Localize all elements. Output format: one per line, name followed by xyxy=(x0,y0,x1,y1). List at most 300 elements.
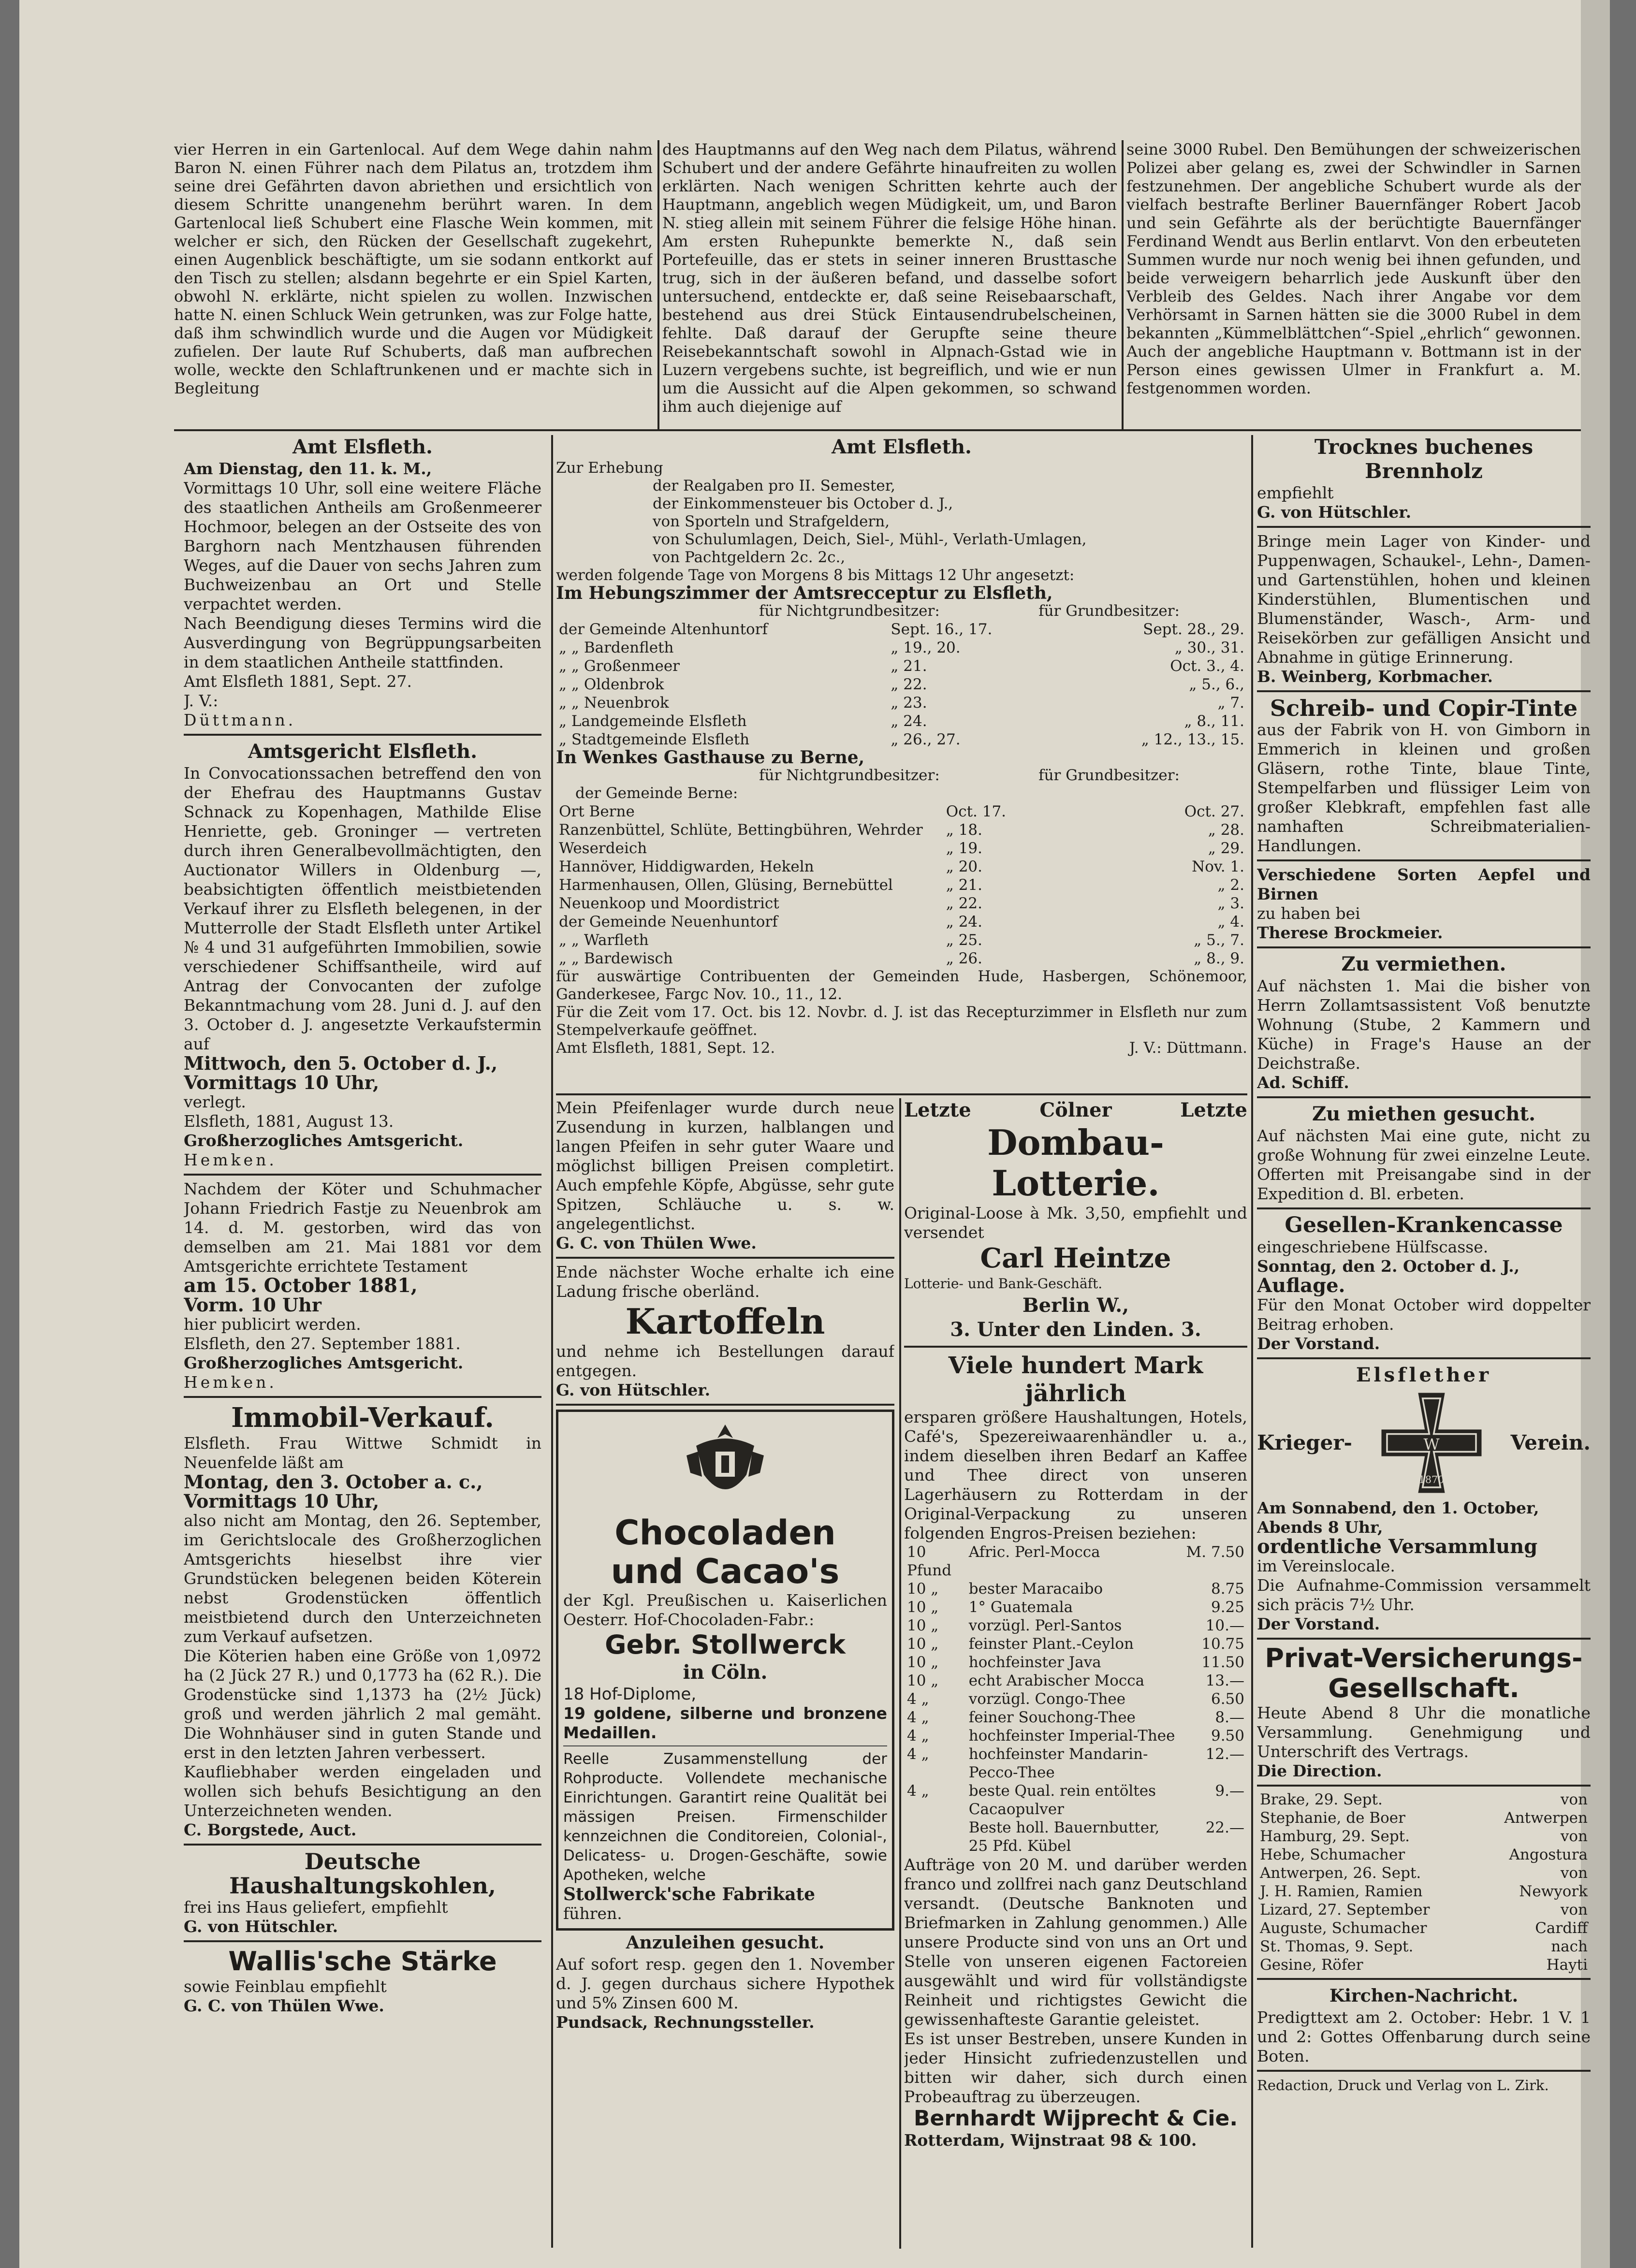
price-row-cell: feiner Souchong-Thee xyxy=(968,1709,1136,1726)
krankencasse-sub: eingeschriebene Hülfscasse. xyxy=(1257,1237,1489,1256)
price-row xyxy=(904,1672,1247,1690)
staerke-text: sowie Feinblau empfiehlt xyxy=(184,1977,387,1996)
price-row-cell: 4 „ xyxy=(907,1745,929,1763)
price-row-cell: bester Maracaibo xyxy=(968,1580,1103,1598)
amt-hebung-sig-left: Amt Elsfleth, 1881, Sept. 12. xyxy=(556,1039,775,1057)
shipping-row xyxy=(1257,1882,1591,1901)
table-row-cell: „ Landgemeinde Elsfleth xyxy=(559,712,747,730)
shipping-row-cell: nach xyxy=(1551,1938,1588,1955)
amt-hebung-items xyxy=(556,477,1247,567)
lotterie-city: Berlin W., xyxy=(1022,1294,1129,1317)
table-row-cell: „ 18. xyxy=(946,821,983,839)
table-row xyxy=(556,949,1247,968)
price-row-cell: vorzügl. Perl-Santos xyxy=(968,1617,1122,1634)
amtsgericht-text-2: verlegt. xyxy=(184,1092,246,1111)
testament-sig-name: Hemken. xyxy=(184,1373,277,1392)
amt-text-2: Nach Beendigung dieses Termins wird die Ausverdingung von Begrüppungsarbeiten in dem staatlichen Antheile stattfinden. xyxy=(184,614,541,671)
price-row xyxy=(904,1580,1247,1598)
shipping-row-cell: Angostura xyxy=(1509,1846,1588,1863)
iron-cross-icon xyxy=(1376,1387,1487,1498)
price-row-cell: 8.75 xyxy=(1211,1580,1244,1598)
table-row xyxy=(556,620,1247,639)
shipping-row xyxy=(1257,1864,1591,1882)
price-row-cell: echt Arabischer Mocca xyxy=(968,1672,1145,1689)
table-row xyxy=(556,931,1247,949)
price-row xyxy=(904,1745,1247,1782)
price-table xyxy=(904,1543,1247,1855)
stollwerck-text-1: der Kgl. Preußischen u. Kaiserlichen Oesterr. Hof-Chocoladen-Fabr.: xyxy=(563,1591,887,1629)
story-rule xyxy=(174,429,1581,431)
stollwerck-end: führen. xyxy=(563,1904,622,1923)
story-text-3: seine 3000 Rubel. Den Bemühungen der schweizerischen Polizei aber gelang es, zwei der Schwindler in Sarnen festzunehmen. Der angebliche Schubert wurde als der vielfach bestrafte Berliner Bauernfänger Robert Jacob und sein Gefährte als der berüchtigte Bauernfänger Ferdinand Wendt aus Berlin entlarvt. Von den erbeuteten Summen wurde nur noch wenig bei ihnen gefunden, und beide verweigern beharrlich jede Auskunft über den Verbleib des Geldes. Nach ihrer Angabe vor dem Verhörsamt in Sarnen hätten sie die 3000 Rubel in dem bekannten „Kümmelblättchen“-Spiel „ehrlich“ gewonnen. Auch der angebliche Hauptmann v. Bottmann ist in der Person eines gewissen Ulmer in Frankfurt a. M. festgenommen worden. xyxy=(1126,140,1581,397)
amt-hebung-intro: Zur Erhebung xyxy=(556,459,663,477)
shipping-row-cell: Brake, 29. Sept. xyxy=(1260,1791,1383,1808)
divider xyxy=(1257,1638,1591,1640)
amt-hebung-item: der Realgaben pro II. Semester, xyxy=(653,477,895,494)
aepfel-signature: Therese Brockmeier. xyxy=(1257,923,1443,942)
amt-signature-role: J. V.: xyxy=(184,691,219,710)
table-row-cell: „ 12., 13., 15. xyxy=(1141,731,1244,748)
kirche-heading: Kirchen-Nachricht. xyxy=(1329,1986,1519,2006)
lotterie-right: Letzte xyxy=(1180,1099,1247,1121)
price-row-cell: 9.50 xyxy=(1211,1727,1244,1745)
stollwerck-text-2: Reelle Zusammenstellung der Rohproducte. Vollendete mechanische Einrichtungen. Garantirt reine Qualität bei mässigen Preisen. Firmenschilder kennzeichnen die Conditoreien, Colonial-, Delicatess- u. Drogen-Geschäfte, sowie Apotheken, welche xyxy=(563,1750,887,1884)
tinte-text: aus der Fabrik von H. von Gimborn in Emmerich in kleinen und großen Gläsern, rothe Tinte, blaue Tinte, Stempelfarben und flüssiger Leim von großer Klebkraft, empfehlen fast alle namhaften Schreibmaterialien-Handlungen. xyxy=(1257,720,1591,855)
divider xyxy=(184,1940,541,1942)
shipping-row-cell: Gesine, Röfer xyxy=(1260,1956,1363,1974)
versicherung-text: Heute Abend 8 Uhr die monatliche Versammlung. Genehmigung und Unterschrift des Vertrags. xyxy=(1257,1703,1591,1761)
vermiethen-text: Auf nächsten 1. Mai die bisher von Herrn Zollamtsassistent Voß benutzte Wohnung (Stube, 2 Kammern und Küche) in Frage's Hause an der Deichstraße. xyxy=(1257,976,1591,1073)
krieger-time: Abends 8 Uhr, xyxy=(1257,1518,1383,1537)
ads-column-1 xyxy=(184,435,541,2257)
holz-text: empfiehlt xyxy=(1257,483,1334,502)
aepfel-heading: Verschiedene Sorten Aepfel und Birnen xyxy=(1257,865,1591,903)
holz-heading: Trocknes buchenes Brennholz xyxy=(1314,435,1534,483)
price-row-cell: 4 „ xyxy=(907,1709,929,1726)
table-row xyxy=(556,657,1247,675)
amtsgericht-date: Mittwoch, den 5. October d. J., xyxy=(184,1052,498,1074)
table-row-cell: „ 21. xyxy=(891,657,927,675)
amt-hebung-when: werden folgende Tage von Morgens 8 bis Mittags 12 Uhr angesetzt: xyxy=(556,567,1075,584)
vermiethen-signature: Ad. Schiff. xyxy=(1257,1073,1349,1092)
price-row-cell: 10 Pfund xyxy=(907,1543,952,1579)
table-row xyxy=(556,694,1247,712)
stollwerck-firm: Gebr. Stollwerck xyxy=(605,1629,846,1660)
column-rule xyxy=(551,435,553,2248)
table-row-cell: Ort Berne xyxy=(559,803,635,820)
divider xyxy=(1257,1207,1591,1209)
testament-sig-court: Großherzogliches Amtsgericht. xyxy=(184,1353,464,1372)
price-row-cell: 4 „ xyxy=(907,1727,929,1745)
table-row-cell: „ 23. xyxy=(891,694,927,712)
table-row-cell: „ 8., 9. xyxy=(1194,950,1244,967)
iron-cross-year: 1870 xyxy=(1418,1473,1445,1485)
price-row-cell: Afric. Perl-Mocca xyxy=(968,1543,1100,1561)
lotterie-firm: Carl Heintze xyxy=(980,1242,1171,1274)
table-row-cell: Harmenhausen, Ollen, Glüsing, Bernebüttel xyxy=(559,876,893,894)
divider xyxy=(1257,1096,1591,1098)
amt-signature-date: Amt Elsfleth 1881, Sept. 27. xyxy=(184,672,412,691)
lotterie-firm-2: Lotterie- und Bank-Geschäft. xyxy=(904,1276,1103,1292)
krieger-signature: Der Vorstand. xyxy=(1257,1614,1380,1633)
table-row-cell: der Gemeinde Altenhuntorf xyxy=(559,621,768,638)
divider xyxy=(184,734,541,736)
shipping-row-cell: Lizard, 27. September xyxy=(1260,1901,1430,1919)
price-row-cell: 1° Guatemala xyxy=(968,1599,1073,1616)
table-row xyxy=(556,675,1247,694)
price-row xyxy=(904,1598,1247,1616)
price-row-cell: Beste holl. Bauernbutter, 25 Pfd. Kübel xyxy=(968,1819,1160,1855)
amt-hebung-heading: Amt Elsfleth. xyxy=(832,436,972,458)
price-row-cell: 9.25 xyxy=(1211,1599,1244,1616)
krieger-location: im Vereinslocale. xyxy=(1257,1556,1395,1575)
divider xyxy=(1257,526,1591,528)
stollwerck-heading-1: Chocoladen xyxy=(614,1513,836,1553)
krankencasse-auflage: Auflage. xyxy=(1257,1274,1345,1297)
immobil-heading: Immobil-Verkauf. xyxy=(231,1402,494,1434)
iron-cross-letter: W xyxy=(1423,1435,1440,1454)
shipping-row-cell: Cardiff xyxy=(1535,1919,1588,1937)
price-row-cell xyxy=(904,1818,966,1855)
amt-hebung-notice xyxy=(556,435,1247,1092)
table-row xyxy=(556,821,1247,839)
shipping-row xyxy=(1257,1846,1591,1864)
notice-rule xyxy=(556,1093,1247,1095)
table-row-cell: „ 22. xyxy=(946,895,983,912)
table-row-cell: „ 24. xyxy=(891,712,927,730)
divider xyxy=(1257,1785,1591,1787)
amt-hebung-item: der Einkommensteuer bis October d. J., xyxy=(653,495,953,512)
price-row-cell: 8.— xyxy=(1215,1709,1244,1726)
table-row-cell: „ 30., 31. xyxy=(1174,639,1244,656)
krieger-right: Verein. xyxy=(1510,1431,1591,1454)
price-row xyxy=(904,1616,1247,1635)
kartoffeln-text-1: Ende nächster Woche erhalte ich eine Ladung frische oberländ. xyxy=(556,1263,894,1301)
table-row-cell: Neuenkoop und Moordistrict xyxy=(559,895,779,912)
amt-hebung-table-1 xyxy=(556,620,1247,749)
krankencasse-heading: Gesellen-Krankencasse xyxy=(1285,1213,1563,1237)
table-row-cell: „ 26., 27. xyxy=(891,731,961,748)
price-row xyxy=(904,1653,1247,1672)
table-row-cell: Ranzenbüttel, Schlüte, Bettingbühren, Wehrder xyxy=(559,821,923,839)
divider xyxy=(556,1404,894,1406)
story-text-2: des Hauptmanns auf den Weg nach dem Pilatus, während Schubert und der andere Gefährte hinaufreiten zu wollen erklärten. Nach wenigen Schritten kehrte auch der Hauptmann, angeblich wegen Müdigkeit, um, und Baron N. stieg allein mit seinem Führer die felsige Höhe hinan. Am ersten Ruhepunkte bemerkte N., daß sein Portefeuille, das er stets in seiner inneren Brusttasche trug, sich in der äußeren befand, und dasselbe sofort untersuchend, entdeckte er, daß seine Reisebaarschaft, bestehend aus drei Stück Eintausendrubelscheinen, fehlte. Daß darauf der Gerupfte seine theure Reisebekanntschaft sowohl in Alpnach-Gstad wie in Luzern vergebens suchte, ist begreiflich, und wie er nun um die Aussicht auf die Alpen gekommen, so schwand ihm auch diejenige auf xyxy=(662,140,1117,416)
shipping-row-cell: Auguste, Schumacher xyxy=(1260,1919,1427,1937)
kohlen-signature: G. von Hütschler. xyxy=(184,1917,338,1936)
kaffee-text-3: Es ist unser Bestreben, unsere Kunden in jeder Hinsicht zufriedenzustellen und bitten wir daher, sich durch einen Probeauftrag zu überzeugen. xyxy=(904,2029,1247,2106)
price-row-cell: 12.— xyxy=(1205,1745,1244,1763)
table-row-cell: „ 19., 20. xyxy=(891,639,961,656)
divider xyxy=(1257,1357,1591,1359)
table-row xyxy=(556,802,1247,821)
krieger-date: Am Sonnabend, den 1. October, xyxy=(1257,1498,1539,1517)
stollwerck-heading-2: und Cacao's xyxy=(611,1552,840,1591)
krankencasse-text: Für den Monat October wird doppelter Beitrag erhoben. xyxy=(1257,1295,1591,1334)
divider xyxy=(556,1257,894,1259)
anleihe-heading: Anzuleihen gesucht. xyxy=(626,1933,825,1953)
story-text-1: vier Herren in ein Gartenlocal. Auf dem Wege dahin nahm Baron N. einen Führer nach dem Pilatus an, trotzdem ihm seine drei Gefährten davon abriethen und ersichtlich von diesem Schritte unangenehm berührt waren. In dem Gartenlocal ließ Schubert eine Flasche Wein kommen, mit welcher er sich, den Rücken der Gesellschaft zugekehrt, einen Augenblick beschäftigte, um sie sodann entkorkt auf den Tisch zu stellen; alsdann begehrte er ein Spiel Karten, obwohl N. erklärte, nicht spielen zu wollen. Inzwischen hatte N. einen Schluck Wein getrunken, was zur Folge hatte, daß ihm schwindlich wurde und die Augen vor Müdigkeit zufielen. Der laute Ruf Schuberts, daß man aufbrechen wolle, weckte den Schlaftrunkenen und er machte sich in Begleitung xyxy=(174,140,653,397)
miethen-heading: Zu miethen gesucht. xyxy=(1312,1103,1536,1125)
lotterie-mid: Cölner xyxy=(1039,1099,1112,1121)
kaffee-text-2: Aufträge von 20 M. und darüber werden franco und zollfrei nach ganz Deutschland versandt. (Deutsche Banknoten und Briefmarken in Zahlung genommen.) Alle unsere Producte sind von uns an Ort und Stelle von unseren eigenen Factoreien ausgewählt und wird für vollständigste Reinheit und richtigstes Gewicht die gewissenhafteste Garantie geleistet. xyxy=(904,1855,1247,2029)
shipping-table xyxy=(1257,1790,1591,1974)
shipping-row-cell: von xyxy=(1560,1864,1588,1882)
table-row-cell: „ 4. xyxy=(1217,913,1244,930)
price-row-cell: 6.50 xyxy=(1211,1690,1244,1708)
shipping-row-cell: Antwerpen, 26. Sept. xyxy=(1260,1864,1421,1882)
header-owners-2: für Grundbesitzer: xyxy=(1038,767,1180,784)
vermiethen-heading: Zu vermiethen. xyxy=(1341,953,1506,975)
story-column-1 xyxy=(174,140,653,421)
stollwerck-diplomas: 18 Hof-Diplome, xyxy=(563,1685,697,1704)
ads-column-2 xyxy=(556,1098,894,2253)
kirche-text: Predigttext am 2. October: Hebr. 1 V. 1 und 2: Gottes Offenbarung durch seine Boten. xyxy=(1257,2008,1591,2065)
table-row-cell: „ 5., 6., xyxy=(1189,676,1244,693)
table-row-cell: „ 26. xyxy=(946,950,983,967)
price-row-cell: beste Qual. rein entöltes Cacaopulver xyxy=(968,1782,1156,1818)
shipping-row-cell: St. Thomas, 9. Sept. xyxy=(1260,1938,1414,1955)
stollwerck-medals: 19 goldene, silberne und bronzene Medaillen. xyxy=(563,1704,887,1742)
anleihe-signature: Pundsack, Rechnungssteller. xyxy=(556,2013,815,2032)
amt-hebung-item: von Sporteln und Strafgeldern, xyxy=(653,513,890,530)
price-row-cell: 10 „ xyxy=(907,1654,939,1671)
immobil-time: Vormittags 10 Uhr, xyxy=(184,1490,380,1512)
table-row-cell: „ 21. xyxy=(946,876,983,894)
table-row-cell: Oct. 27. xyxy=(1184,803,1244,820)
table-row xyxy=(556,639,1247,657)
divider xyxy=(184,1396,541,1398)
price-row xyxy=(904,1818,1247,1855)
price-row-cell: 13.— xyxy=(1205,1672,1244,1689)
table-row-cell: „ 2. xyxy=(1217,876,1244,894)
amt-hebung-berne-title: der Gemeinde Berne: xyxy=(575,785,738,802)
krieger-top: Elsflether xyxy=(1356,1364,1492,1386)
anleihe-text: Auf sofort resp. gegen den 1. November d. J. gegen durchaus sichere Hypothek und 5% Zinsen 600 M. xyxy=(556,1955,894,2012)
table-row-cell: „ 7. xyxy=(1217,694,1244,712)
table-row-cell: „ 28. xyxy=(1208,821,1244,839)
divider xyxy=(1257,1978,1591,1980)
column-rule xyxy=(899,1098,901,2249)
table-row-cell: „ „ Oldenbrok xyxy=(559,676,664,693)
table-row xyxy=(556,876,1247,894)
amtsgericht-sig-date: Elsfleth, 1881, August 13. xyxy=(184,1112,394,1131)
krieger-versammlung: ordentliche Versammlung xyxy=(1257,1535,1538,1558)
amt-date: Am Dienstag, den 11. k. M., xyxy=(184,459,432,478)
amt-text: Vormittags 10 Uhr, soll eine weitere Fläche des staatlichen Antheils am Großenmeerer Hochmoor, belegen an der Ostseite des von Barghorn nach Mentzhausen führenden Weges, auf die Dauer von sechs Jahren zum Buchweizenbau an Ort und Stelle verpachtet werden. xyxy=(184,479,541,613)
header-owners: für Grundbesitzer: xyxy=(1038,602,1180,620)
divider xyxy=(563,1745,887,1746)
versicherung-signature: Die Direction. xyxy=(1257,1761,1382,1780)
newspaper-page xyxy=(19,0,1610,2268)
table-row-cell: „ 8., 11. xyxy=(1184,712,1244,730)
stollwerck-fabrikate: Stollwerck'sche Fabrikate xyxy=(563,1884,816,1905)
price-row-cell: vorzügl. Congo-Thee xyxy=(968,1690,1126,1708)
table-row-cell: der Gemeinde Neuenhuntorf xyxy=(559,913,778,930)
immobil-text-4: Kaufliebhaber werden eingeladen und wollen sich behufs Besichtigung an den Unterzeichneten wenden. xyxy=(184,1762,541,1820)
miethen-text: Auf nächsten Mai eine gute, nicht zu große Wohnung für zwei einzelne Leute. Offerten mit Preisangabe sind in der Expedition d. Bl. erbeten. xyxy=(1257,1126,1591,1203)
amtsgericht-heading: Amtsgericht Elsfleth. xyxy=(248,740,478,763)
immobil-text-1: Elsfleth. Frau Wittwe Schmidt in Neuenfelde läßt am xyxy=(184,1434,541,1472)
lotterie-text: Original-Loose à Mk. 3,50, empfiehlt und versendet xyxy=(904,1204,1247,1242)
immobil-signature: C. Borgstede, Auct. xyxy=(184,1820,357,1839)
column-rule xyxy=(1251,435,1253,2248)
table-row-cell: „ „ Großenmeer xyxy=(559,657,680,675)
column-rule xyxy=(1122,140,1124,430)
testament-date: am 15. October 1881, xyxy=(184,1274,418,1297)
price-row-cell: 22.— xyxy=(1205,1819,1244,1836)
kartoffeln-signature: G. von Hütschler. xyxy=(556,1381,711,1399)
table-row-cell: „ 19. xyxy=(946,840,983,857)
shipping-row-cell: von xyxy=(1560,1828,1588,1845)
table-row xyxy=(556,894,1247,913)
shipping-row-cell: Hebe, Schumacher xyxy=(1260,1846,1405,1863)
pfeifen-text: Mein Pfeifenlager wurde durch neue Zusendung in kurzen, halblangen und langen Pfeifen in sehr guter Waare und möglichst billigen Preisen completirt. Auch empfehle Köpfe, Abgüsse, sehr gute Spitzen, Schläuche u. s. w. angelegentlichst. xyxy=(556,1098,894,1233)
shipping-row-cell: Hamburg, 29. Sept. xyxy=(1260,1828,1410,1845)
table-row-cell: „ „ Warfleth xyxy=(559,931,649,949)
price-row-cell: 10.75 xyxy=(1201,1635,1244,1653)
price-row xyxy=(904,1635,1247,1653)
price-row-cell: 10 „ xyxy=(907,1599,939,1616)
kohlen-heading: Deutsche Haushaltungskohlen, xyxy=(229,1848,496,1899)
amt-signature-name: Düttmann. xyxy=(184,711,296,729)
table-row-cell: „ 20. xyxy=(946,858,983,875)
shipping-row xyxy=(1257,1901,1591,1919)
price-row xyxy=(904,1543,1247,1580)
impressum: Redaction, Druck und Verlag von L. Zirk. xyxy=(1257,2077,1549,2094)
krieger-emblem-row xyxy=(1257,1387,1591,1498)
price-row-cell: hochfeinster Java xyxy=(968,1654,1101,1671)
price-row-cell: 10 „ xyxy=(907,1580,939,1598)
story-column-3 xyxy=(1126,140,1581,421)
table-row xyxy=(556,712,1247,730)
price-row-cell: 4 „ xyxy=(907,1690,929,1708)
pfeifen-signature: G. C. von Thülen Wwe. xyxy=(556,1234,757,1252)
shipping-row-cell: von xyxy=(1560,1901,1588,1919)
kohlen-text: frei ins Haus geliefert, empfiehlt xyxy=(184,1898,448,1917)
table-row xyxy=(556,730,1247,749)
header-non-owners-2: für Nichtgrundbesitzer: xyxy=(759,767,940,784)
table-row-cell: Weserdeich xyxy=(559,840,647,857)
amtsgericht-time: Vormittags 10 Uhr, xyxy=(184,1072,380,1093)
price-row xyxy=(904,1708,1247,1727)
amt-hebung-signature xyxy=(556,1039,1247,1057)
kartoffeln-heading: Kartoffeln xyxy=(625,1301,825,1342)
lotterie-address: 3. Unter den Linden. 3. xyxy=(950,1318,1201,1341)
divider xyxy=(1257,946,1591,948)
tinte-heading: Schreib- und Copir-Tinte xyxy=(1270,695,1578,721)
lotterie-top xyxy=(904,1098,1247,1122)
table-row-cell: Hannöver, Hiddigwarden, Hekeln xyxy=(559,858,814,875)
table-row-cell: „ Stadtgemeinde Elsfleth xyxy=(559,731,750,748)
amt-hebung-item: von Pachtgeldern 2c. 2c., xyxy=(653,549,846,566)
testament-text: Nachdem der Köter und Schuhmacher Johann Friedrich Fastje zu Neuenbrok am 14. d. M. gestorben, wird das von demselben am 21. Mai 1881 vor dem Amtsgerichte errichtete Testament xyxy=(184,1179,541,1276)
amt-hebung-extern: für auswärtige Contribuenten der Gemeinden Hude, Hasbergen, Schönemoor, Ganderkesee, Fargc Nov. 10., 11., 12. xyxy=(556,968,1247,1003)
eagle-crest-icon xyxy=(677,1417,774,1513)
amt-hebung-note: Für die Zeit vom 17. Oct. bis 12. Novbr. d. J. ist das Recepturzimmer in Elsfleth nur zum Stempelverkaufe geöffnet. xyxy=(556,1003,1247,1039)
kartoffeln-text-2: und nehme ich Bestellungen darauf entgegen. xyxy=(556,1342,894,1380)
divider xyxy=(1257,859,1591,861)
aepfel-text: zu haben bei xyxy=(1257,904,1360,923)
versicherung-heading: Privat-Versicherungs-Gesellschaft. xyxy=(1265,1643,1583,1703)
shipping-row-cell: Stephanie, de Boer xyxy=(1260,1809,1405,1827)
shipping-row xyxy=(1257,1809,1591,1827)
amt-hebung-sig-right: J. V.: Düttmann. xyxy=(1129,1039,1247,1057)
staerke-signature: G. C. von Thülen Wwe. xyxy=(184,1996,384,2015)
kaffee-address: Rotterdam, Wijnstraat 98 & 100. xyxy=(904,2131,1197,2150)
divider xyxy=(904,1346,1247,1348)
divider xyxy=(184,1844,541,1846)
shipping-row xyxy=(1257,1937,1591,1956)
amtsgericht-text: In Convocationssachen betreffend den von der Ehefrau des Hauptmanns Gustav Schnack zu Kopenhagen, Mathilde Elise Henriette, geb. Groninger — vertreten durch ihren Generalbevollmächtigten, den Auctionator Willers in Oldenburg —, beabsichtigten öffentlich meistbietenden Verkauf ihrer zu Elsfleth belegenen, in der Mutterrolle der Stadt Elsfleth unter Artikel № 4 und 31 aufgeführten Immobilien, sowie verschiedener Schiffsantheile, wird auf Antrag der Convocanten der zufolge Bekanntmachung vom 28. Juni d. J. auf den 3. October d. J. angesetzte Verkaufstermin auf xyxy=(184,764,541,1053)
price-row-cell: 10 „ xyxy=(907,1617,939,1634)
price-row-cell: feinster Plant.-Ceylon xyxy=(968,1635,1134,1653)
amt-hebung-place-1: Im Hebungszimmer der Amtsrecceptur zu Elsfleth, xyxy=(556,583,1053,603)
krieger-left: Krieger- xyxy=(1257,1431,1352,1454)
table-row-cell: „ 25. xyxy=(946,931,983,949)
shipping-row-cell: J. H. Ramien, Ramien xyxy=(1260,1883,1423,1900)
testament-sig-date: Elsfleth, den 27. September 1881. xyxy=(184,1334,461,1353)
price-row xyxy=(904,1690,1247,1708)
table-row-cell: „ „ Bardewisch xyxy=(559,950,673,967)
price-row-cell: 11.50 xyxy=(1201,1654,1244,1671)
lotterie-heading: Dombau-Lotterie. xyxy=(987,1122,1164,1204)
divider xyxy=(184,1174,541,1176)
krieger-text: Die Aufnahme-Commission versammelt sich präcis 7½ Uhr. xyxy=(1257,1576,1591,1614)
table-row-cell: Sept. 28., 29. xyxy=(1143,621,1244,638)
price-row-cell: 10 „ xyxy=(907,1672,939,1689)
table-row xyxy=(556,839,1247,858)
shipping-row-cell: von xyxy=(1560,1791,1588,1808)
amt-hebung-place-2: In Wenkes Gasthause zu Berne, xyxy=(556,747,865,768)
lotterie-left: Letzte xyxy=(904,1099,971,1121)
price-row-cell: 4 „ xyxy=(907,1782,929,1800)
shipping-row-cell: Antwerpen xyxy=(1504,1809,1588,1827)
shipping-row xyxy=(1257,1827,1591,1846)
krankencasse-date: Sonntag, den 2. October d. J., xyxy=(1257,1257,1520,1276)
table-row-cell: „ „ Neuenbrok xyxy=(559,694,669,712)
price-row-cell: 10 „ xyxy=(907,1635,939,1653)
amt-elsfleth-heading: Amt Elsfleth. xyxy=(292,436,433,458)
price-row-cell: hochfeinster Mandarin-Pecco-Thee xyxy=(968,1745,1148,1781)
table-row-cell: „ „ Bardenfleth xyxy=(559,639,674,656)
kaffee-firm: Bernhardt Wijprecht & Cie. xyxy=(913,2106,1238,2131)
price-row xyxy=(904,1782,1247,1818)
table-row-cell: „ 3. xyxy=(1217,895,1244,912)
price-row xyxy=(904,1727,1247,1745)
stollwerck-ad xyxy=(556,1410,894,1931)
price-row-cell: 10.— xyxy=(1205,1617,1244,1634)
shipping-row-cell: Newyork xyxy=(1519,1883,1588,1900)
amt-hebung-item: von Schulumlagen, Deich, Siel-, Mühl-, Verlath-Umlagen, xyxy=(653,531,1087,548)
column-rule xyxy=(657,140,659,430)
price-row-cell: M. 7.50 xyxy=(1186,1543,1244,1561)
kaffee-text: ersparen größere Haushaltungen, Hotels, Café's, Spezereiwaarenhändler u. a., indem dieselben ihren Bedarf an Kaffee und Thee direct von unseren Lagerhäusern zu Rotterdam in der Original-Verpackung zu unseren folgenden Engros-Preisen beziehen: xyxy=(904,1408,1247,1542)
shipping-row xyxy=(1257,1919,1591,1937)
table-row-cell: „ 29. xyxy=(1208,840,1244,857)
divider xyxy=(1257,2070,1591,2072)
holz-signature: G. von Hütschler. xyxy=(1257,503,1412,522)
kaffee-heading: Viele hundert Mark jährlich xyxy=(948,1352,1203,1407)
table-row-cell: „ 24. xyxy=(946,913,983,930)
shipping-row xyxy=(1257,1956,1591,1974)
ads-column-3 xyxy=(904,1098,1247,2253)
amt-hebung-header xyxy=(556,602,1247,620)
immobil-date: Montag, den 3. October a. c., xyxy=(184,1471,483,1493)
table-row-cell: Oct. 3., 4. xyxy=(1170,657,1244,675)
story-column-2 xyxy=(662,140,1117,421)
table-row-cell: Sept. 16., 17. xyxy=(891,621,993,638)
amt-hebung-table-2 xyxy=(556,802,1247,968)
